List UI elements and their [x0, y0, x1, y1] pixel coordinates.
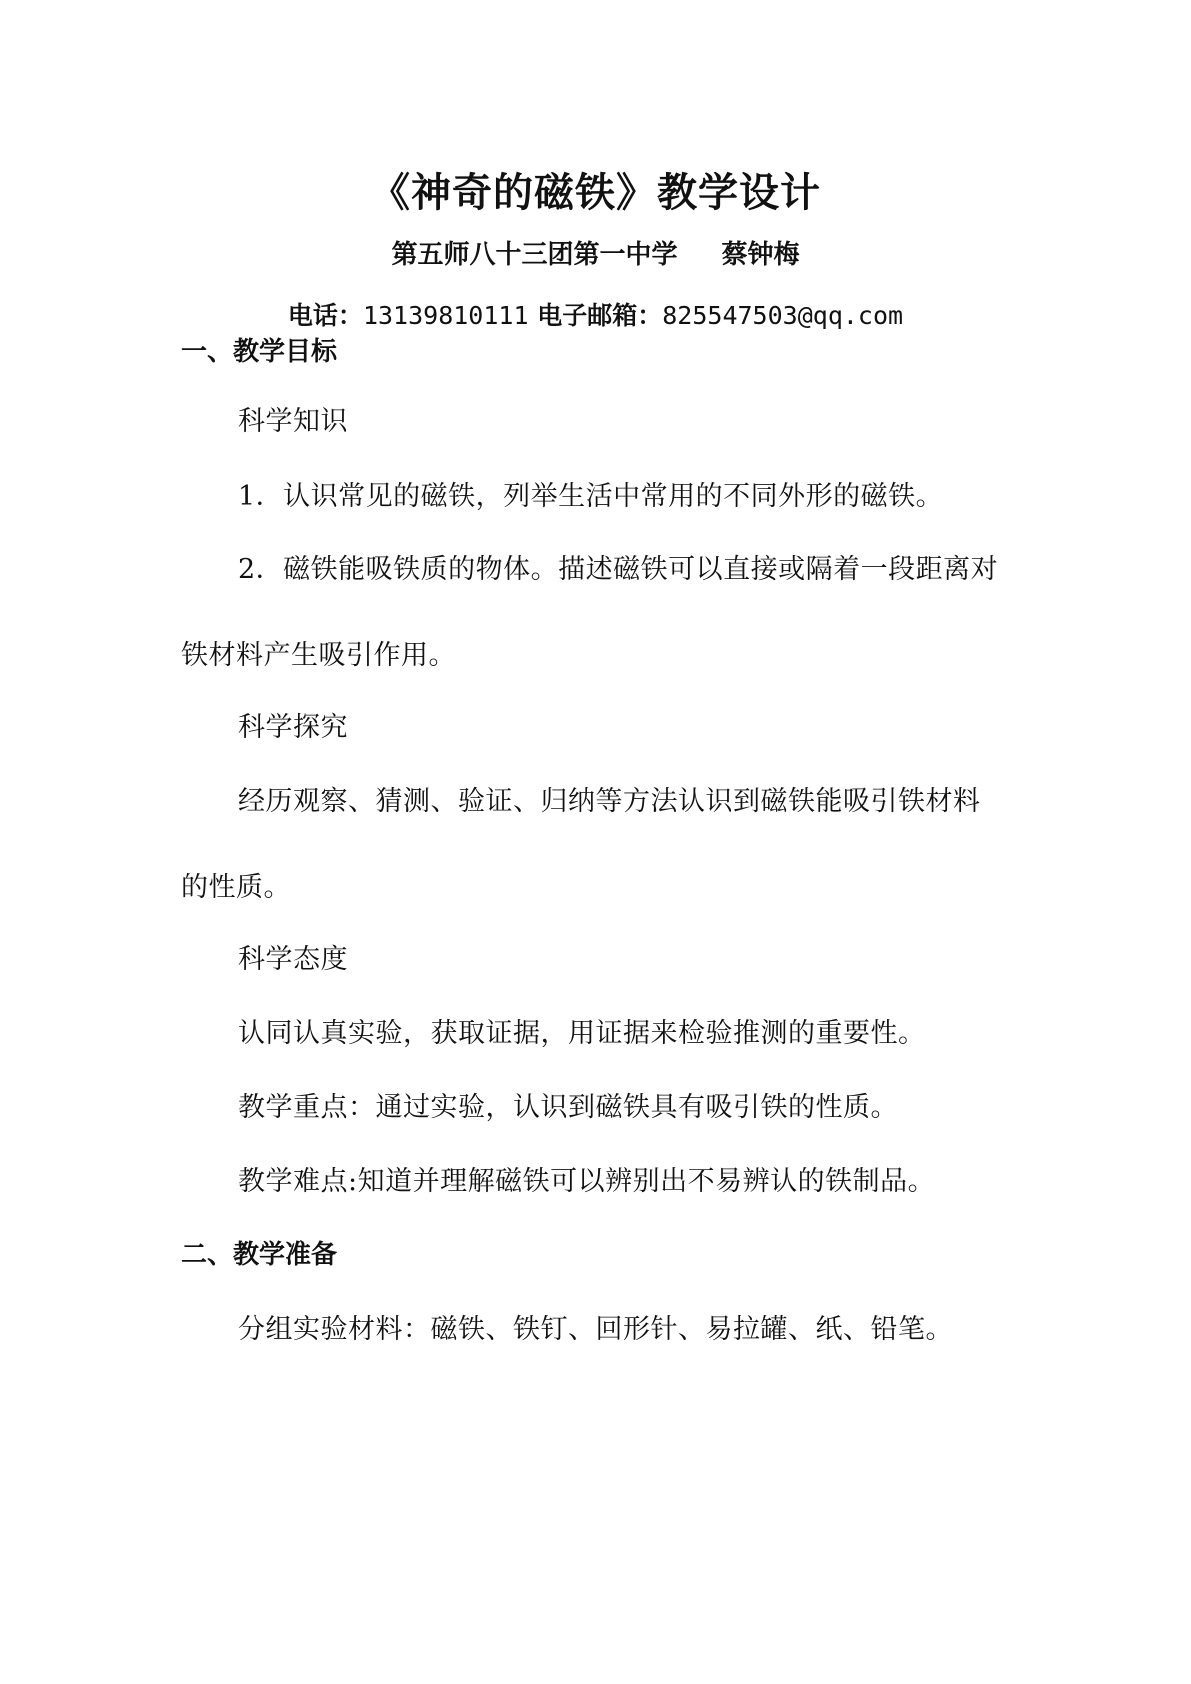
school-name: 第五师八十三团第一中学	[391, 240, 678, 270]
phone-label: 电话：	[287, 301, 363, 330]
email-address: 825547503@qq.com	[662, 301, 904, 330]
attitude-text: 认同认真实验，获取证据，用证据来检验推测的重要性。	[238, 1018, 926, 1049]
section-heading-preparation: 二、教学准备	[181, 1240, 338, 1270]
subheading-attitude: 科学态度	[238, 944, 348, 975]
subheading-knowledge: 科学知识	[238, 406, 348, 437]
phone-number: 13139810111	[362, 301, 529, 330]
materials-text: 分组实验材料：磁铁、铁钉、回形针、易拉罐、纸、铅笔。	[238, 1314, 953, 1345]
objective-item-1: 1．认识常见的磁铁，列举生活中常用的不同外形的磁铁。	[238, 481, 944, 512]
objective-item-2-line-2: 铁材料产生吸引作用。	[181, 640, 456, 671]
document-title: 《神奇的磁铁》教学设计	[370, 170, 821, 216]
key-point: 教学重点：通过实验，认识到磁铁具有吸引铁的性质。	[238, 1092, 898, 1123]
section-heading-objectives: 一、教学目标	[181, 337, 338, 367]
inquiry-text-line-2: 的性质。	[181, 872, 291, 903]
author-name: 蔡钟梅	[721, 240, 800, 270]
objective-item-2-line-1: 2．磁铁能吸铁质的物体。描述磁铁可以直接或隔着一段距离对	[238, 554, 999, 585]
subheading-inquiry: 科学探究	[238, 712, 348, 743]
email-label: 电子邮箱：	[537, 301, 663, 330]
author-line	[0, 235, 1191, 275]
inquiry-text-line-1: 经历观察、猜测、验证、归纳等方法认识到磁铁能吸引铁材料	[238, 786, 981, 817]
contact-line	[0, 296, 1191, 336]
difficult-point: 教学难点:知道并理解磁铁可以辨别出不易辨认的铁制品。	[238, 1166, 936, 1197]
